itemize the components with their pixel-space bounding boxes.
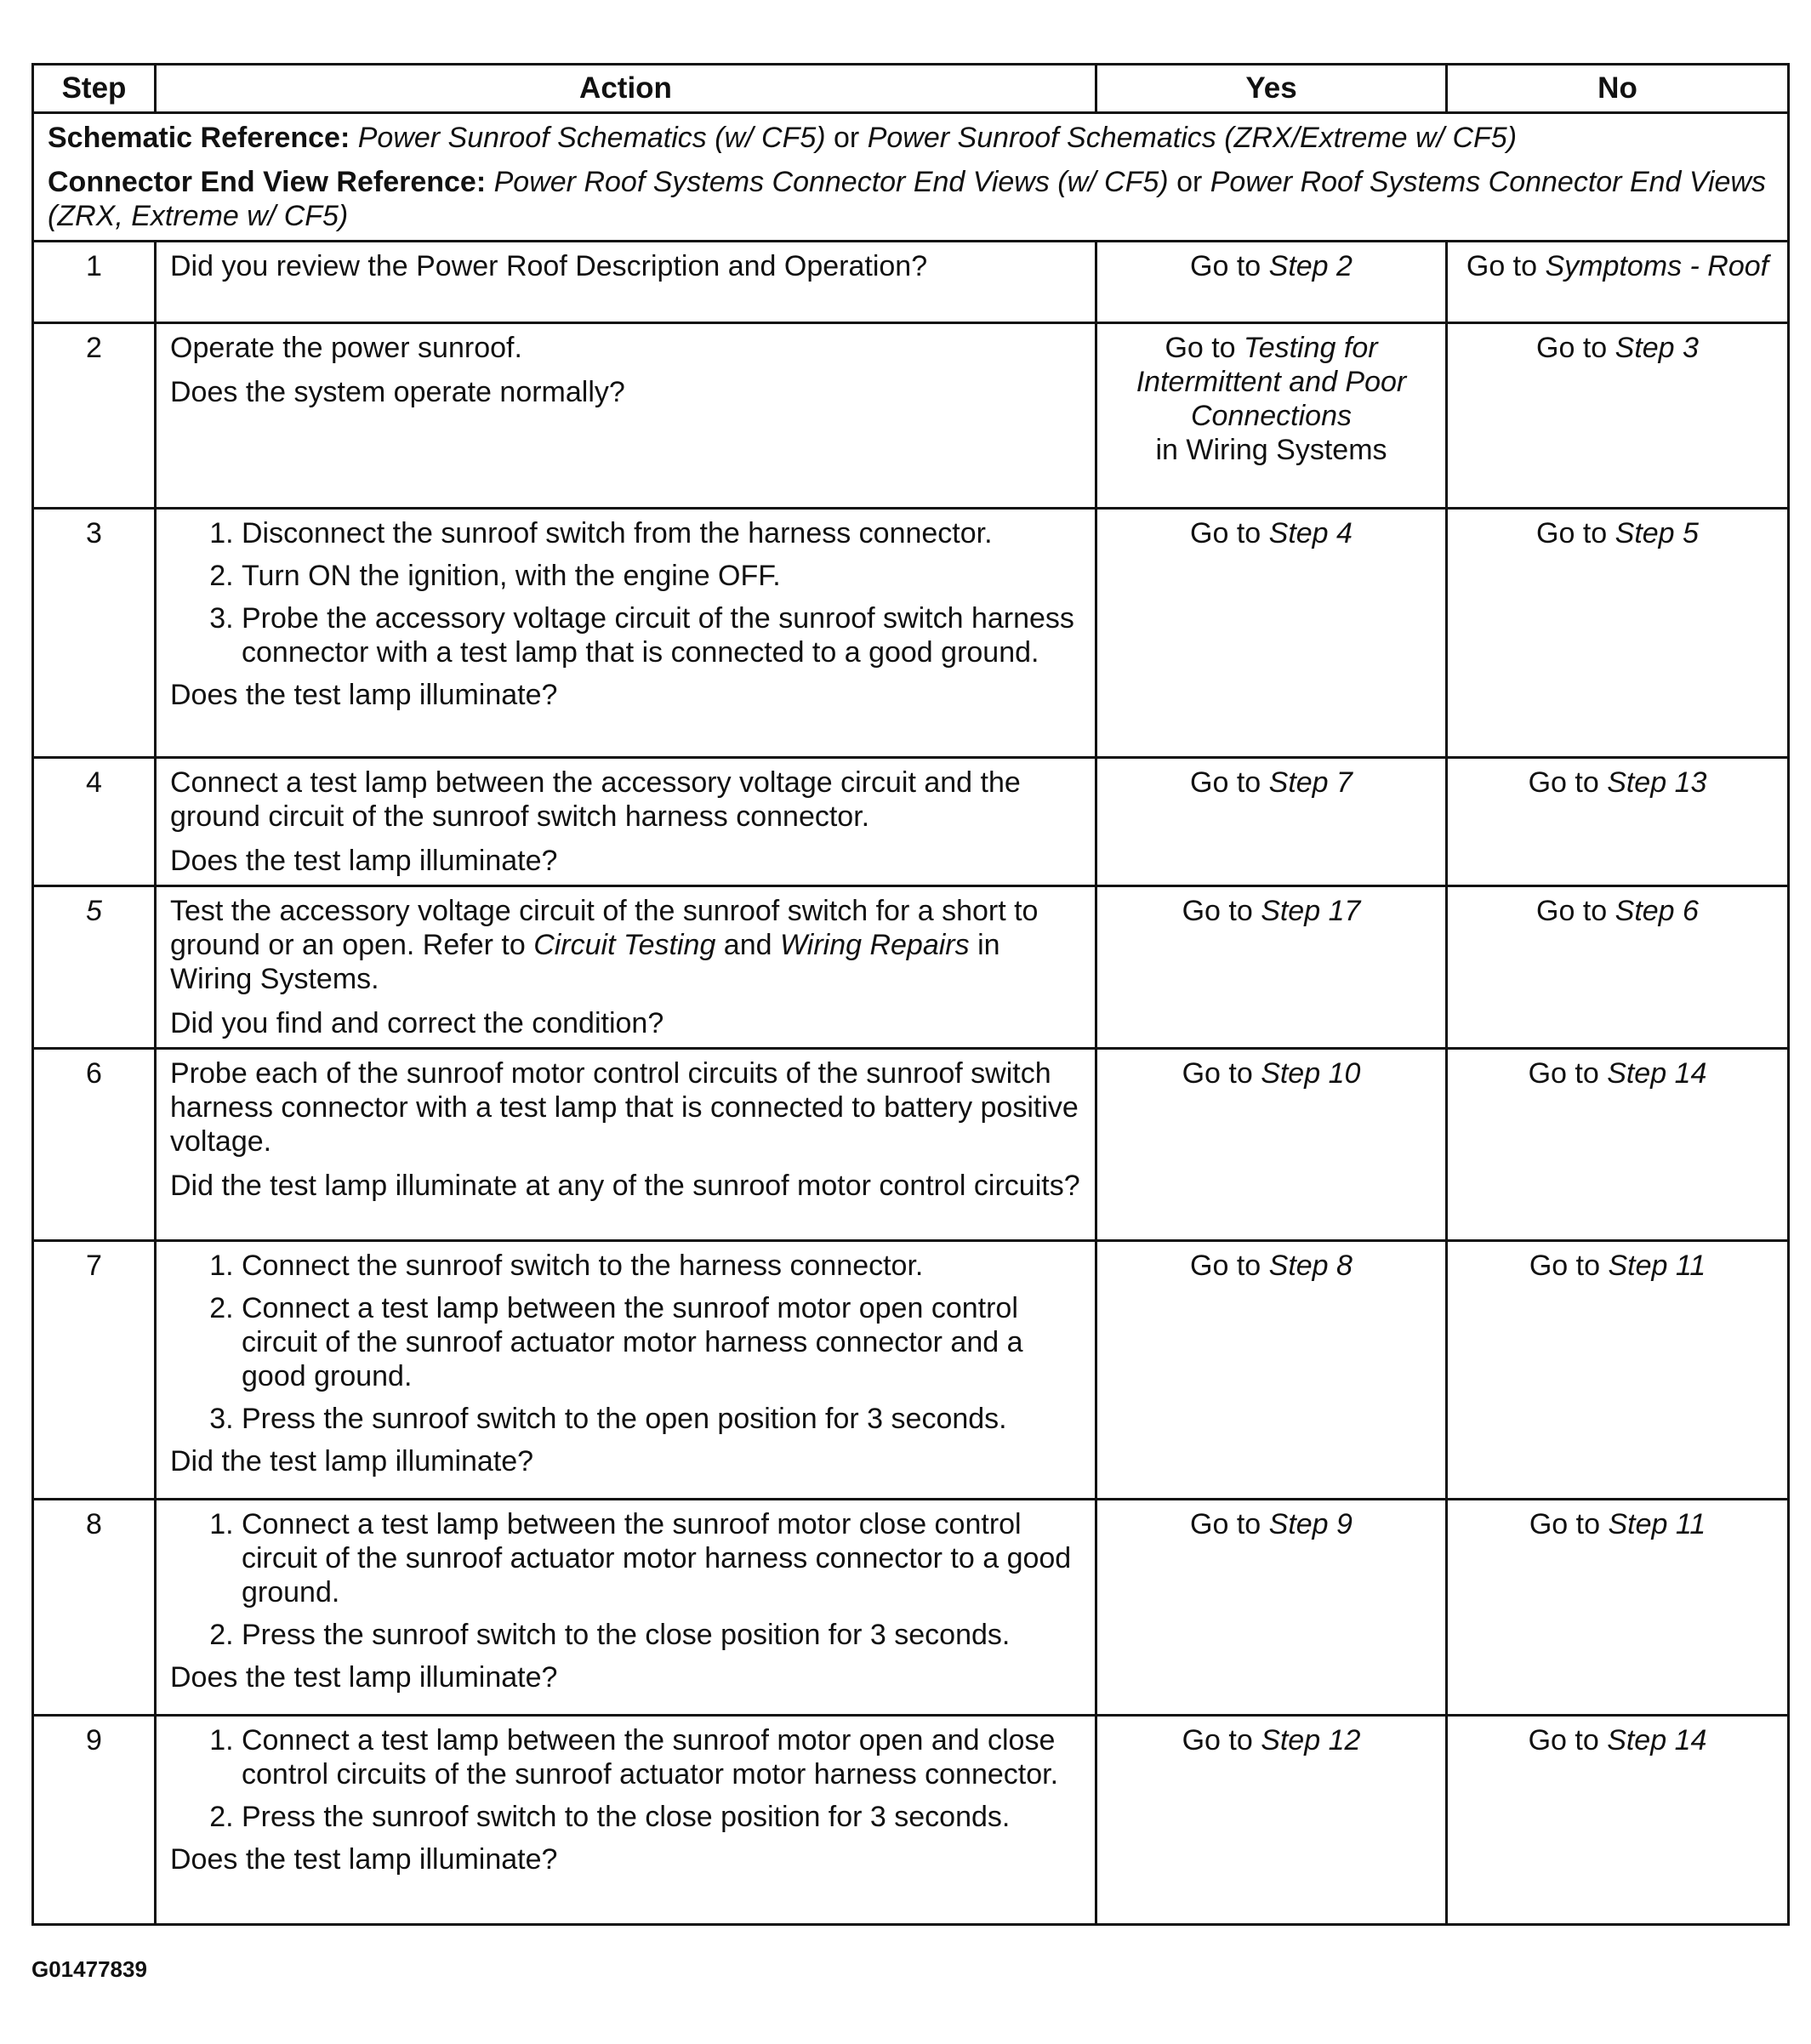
no-prefix: Go to bbox=[1529, 1508, 1609, 1540]
connector-reference bbox=[48, 165, 1774, 233]
list-item: 1. Disconnect the sunroof switch from the harness connector. bbox=[242, 516, 1081, 550]
action-question: Did you find and correct the condition? bbox=[170, 1007, 664, 1039]
reference-cell bbox=[33, 113, 1789, 242]
no-link[interactable]: Step 11 bbox=[1608, 1250, 1706, 1282]
no-cell bbox=[1447, 886, 1789, 1049]
yes-link[interactable]: Step 8 bbox=[1268, 1250, 1353, 1282]
connector-reference-link-1[interactable]: Power Roof Systems Connector End Views (w/ CF5) bbox=[493, 166, 1169, 198]
yes-link[interactable]: Step 12 bbox=[1261, 1724, 1361, 1756]
action-cell bbox=[156, 242, 1096, 323]
list-item: 3. Press the sunroof switch to the open position for 3 seconds. bbox=[242, 1402, 1081, 1436]
yes-cell bbox=[1096, 1049, 1447, 1241]
no-link[interactable]: Step 3 bbox=[1615, 332, 1699, 364]
action-question: Does the test lamp illuminate? bbox=[170, 679, 558, 711]
action-question: Did the test lamp illuminate at any of the sunroof motor control circuits? bbox=[170, 1170, 1080, 1202]
wiring-repairs-link[interactable]: Wiring Repairs bbox=[779, 929, 970, 961]
figure-id: G01477839 bbox=[31, 1956, 147, 1982]
no-prefix: Go to bbox=[1466, 250, 1546, 282]
yes-link[interactable]: Step 17 bbox=[1261, 895, 1361, 927]
action-text: Connect a test lamp between the accessory voltage circuit and the ground circuit of the sunroof switch harness connector. bbox=[170, 766, 1021, 833]
action-text: Did you review the Power Roof Description and Operation? bbox=[170, 250, 928, 282]
yes-prefix: Go to bbox=[1182, 895, 1261, 927]
yes-prefix: Go to bbox=[1182, 1724, 1261, 1756]
no-prefix: Go to bbox=[1536, 895, 1615, 927]
action-text-part: Test the accessory voltage circuit of the sunroof switch for a short to ground or an open. Refer to bbox=[170, 895, 1039, 961]
action-question: Does the test lamp illuminate? bbox=[170, 845, 558, 877]
action-cell bbox=[156, 1241, 1096, 1500]
no-cell bbox=[1447, 509, 1789, 758]
yes-prefix: Go to bbox=[1190, 1508, 1269, 1540]
yes-prefix: Go to bbox=[1165, 332, 1244, 364]
action-cell bbox=[156, 1716, 1096, 1925]
schematic-reference-link-2[interactable]: Power Sunroof Schematics (ZRX/Extreme w/ CF5) bbox=[867, 122, 1518, 154]
action-text bbox=[170, 894, 1081, 996]
no-prefix: Go to bbox=[1529, 1250, 1609, 1282]
no-link[interactable]: Step 14 bbox=[1607, 1724, 1707, 1756]
step-number: 4 bbox=[33, 758, 156, 886]
yes-cell bbox=[1096, 758, 1447, 886]
action-question: Does the test lamp illuminate? bbox=[170, 1661, 558, 1694]
yes-prefix: Go to bbox=[1190, 517, 1269, 549]
action-cell bbox=[156, 1049, 1096, 1241]
table-row bbox=[33, 1049, 1789, 1241]
step-number: 5 bbox=[33, 886, 156, 1049]
header-step: Step bbox=[33, 65, 156, 113]
no-link[interactable]: Step 5 bbox=[1615, 517, 1699, 549]
no-cell bbox=[1447, 1716, 1789, 1925]
action-text: Operate the power sunroof. bbox=[170, 332, 522, 364]
header-row bbox=[33, 65, 1789, 113]
list-item: 3. Probe the accessory voltage circuit of the sunroof switch harness connector with a test lamp that is connected to a good ground. bbox=[242, 601, 1081, 669]
table-row bbox=[33, 242, 1789, 323]
step-number: 7 bbox=[33, 1241, 156, 1500]
action-cell bbox=[156, 758, 1096, 886]
action-text: Probe each of the sunroof motor control circuits of the sunroof switch harness connector with a test lamp that is connected to battery positive voltage. bbox=[170, 1057, 1079, 1158]
yes-suffix: in Wiring Systems bbox=[1155, 434, 1387, 466]
yes-prefix: Go to bbox=[1190, 766, 1269, 799]
action-list bbox=[170, 1249, 1081, 1436]
action-list bbox=[170, 516, 1081, 669]
schematic-reference-label: Schematic Reference: bbox=[48, 122, 350, 154]
circuit-testing-link[interactable]: Circuit Testing bbox=[533, 929, 716, 961]
action-cell bbox=[156, 323, 1096, 509]
no-prefix: Go to bbox=[1528, 766, 1608, 799]
yes-link[interactable]: Step 10 bbox=[1261, 1057, 1361, 1090]
action-text-part: in Wiring Systems. bbox=[170, 929, 1000, 995]
table-row bbox=[33, 1241, 1789, 1500]
yes-link[interactable]: Step 7 bbox=[1268, 766, 1353, 799]
no-cell bbox=[1447, 323, 1789, 509]
list-item: 2. Press the sunroof switch to the close position for 3 seconds. bbox=[242, 1800, 1081, 1834]
yes-cell bbox=[1096, 1500, 1447, 1716]
schematic-or: or bbox=[825, 122, 868, 154]
no-link[interactable]: Step 13 bbox=[1607, 766, 1707, 799]
action-question: Does the test lamp illuminate? bbox=[170, 1843, 558, 1876]
yes-cell bbox=[1096, 1241, 1447, 1500]
connector-reference-label: Connector End View Reference: bbox=[48, 166, 487, 198]
action-cell bbox=[156, 509, 1096, 758]
yes-cell bbox=[1096, 323, 1447, 509]
table-row bbox=[33, 323, 1789, 509]
step-number: 8 bbox=[33, 1500, 156, 1716]
step-number: 1 bbox=[33, 242, 156, 323]
list-item: 1. Connect a test lamp between the sunroof motor open and close control circuits of the sunroof actuator motor harness connector. bbox=[242, 1723, 1081, 1791]
table-row bbox=[33, 1500, 1789, 1716]
yes-link[interactable]: Testing for Intermittent and Poor Connections bbox=[1136, 332, 1407, 432]
no-link[interactable]: Step 11 bbox=[1608, 1508, 1706, 1540]
action-cell bbox=[156, 1500, 1096, 1716]
yes-prefix: Go to bbox=[1190, 1250, 1269, 1282]
yes-cell bbox=[1096, 1716, 1447, 1925]
yes-link[interactable]: Step 9 bbox=[1268, 1508, 1353, 1540]
list-item: 2. Press the sunroof switch to the close position for 3 seconds. bbox=[242, 1618, 1081, 1652]
no-cell bbox=[1447, 1049, 1789, 1241]
no-cell bbox=[1447, 1500, 1789, 1716]
list-item: 1. Connect the sunroof switch to the harness connector. bbox=[242, 1249, 1081, 1283]
connector-or: or bbox=[1168, 166, 1210, 198]
table-row bbox=[33, 509, 1789, 758]
connector-reference-link-2[interactable]: Power Roof Systems Connector End Views (ZRX, Extreme w/ CF5) bbox=[48, 166, 1766, 232]
no-prefix: Go to bbox=[1536, 517, 1615, 549]
no-prefix: Go to bbox=[1536, 332, 1615, 364]
table-row bbox=[33, 758, 1789, 886]
list-item: 2. Connect a test lamp between the sunroof motor open control circuit of the sunroof actuator motor harness connector and a good ground. bbox=[242, 1291, 1081, 1393]
yes-cell bbox=[1096, 886, 1447, 1049]
action-question: Does the system operate normally? bbox=[170, 376, 625, 408]
step-number: 6 bbox=[33, 1049, 156, 1241]
no-prefix: Go to bbox=[1528, 1724, 1608, 1756]
diagnostic-table bbox=[31, 63, 1790, 1926]
no-cell bbox=[1447, 1241, 1789, 1500]
no-prefix: Go to bbox=[1528, 1057, 1608, 1090]
yes-prefix: Go to bbox=[1190, 250, 1269, 282]
no-link[interactable]: Step 6 bbox=[1615, 895, 1699, 927]
no-cell bbox=[1447, 242, 1789, 323]
step-number: 3 bbox=[33, 509, 156, 758]
yes-prefix: Go to bbox=[1182, 1057, 1261, 1090]
action-cell bbox=[156, 886, 1096, 1049]
schematic-reference bbox=[48, 121, 1774, 155]
reference-row bbox=[33, 113, 1789, 242]
no-link[interactable]: Step 14 bbox=[1607, 1057, 1707, 1090]
yes-cell bbox=[1096, 242, 1447, 323]
header-no: No bbox=[1447, 65, 1789, 113]
table-row bbox=[33, 886, 1789, 1049]
action-list bbox=[170, 1723, 1081, 1834]
step-number: 2 bbox=[33, 323, 156, 509]
action-list bbox=[170, 1507, 1081, 1652]
action-question: Did the test lamp illuminate? bbox=[170, 1445, 534, 1477]
yes-link[interactable]: Step 4 bbox=[1268, 517, 1353, 549]
action-text-part: and bbox=[715, 929, 780, 961]
no-cell bbox=[1447, 758, 1789, 886]
yes-cell bbox=[1096, 509, 1447, 758]
table-row bbox=[33, 1716, 1789, 1925]
no-link[interactable]: Symptoms - Roof bbox=[1545, 250, 1769, 282]
schematic-reference-link-1[interactable]: Power Sunroof Schematics (w/ CF5) bbox=[357, 122, 826, 154]
step-number: 9 bbox=[33, 1716, 156, 1925]
yes-link[interactable]: Step 2 bbox=[1268, 250, 1353, 282]
list-item: 2. Turn ON the ignition, with the engine OFF. bbox=[242, 559, 1081, 593]
header-yes: Yes bbox=[1096, 65, 1447, 113]
header-action: Action bbox=[156, 65, 1096, 113]
list-item: 1. Connect a test lamp between the sunroof motor close control circuit of the sunroof actuator motor harness connector to a good ground. bbox=[242, 1507, 1081, 1609]
